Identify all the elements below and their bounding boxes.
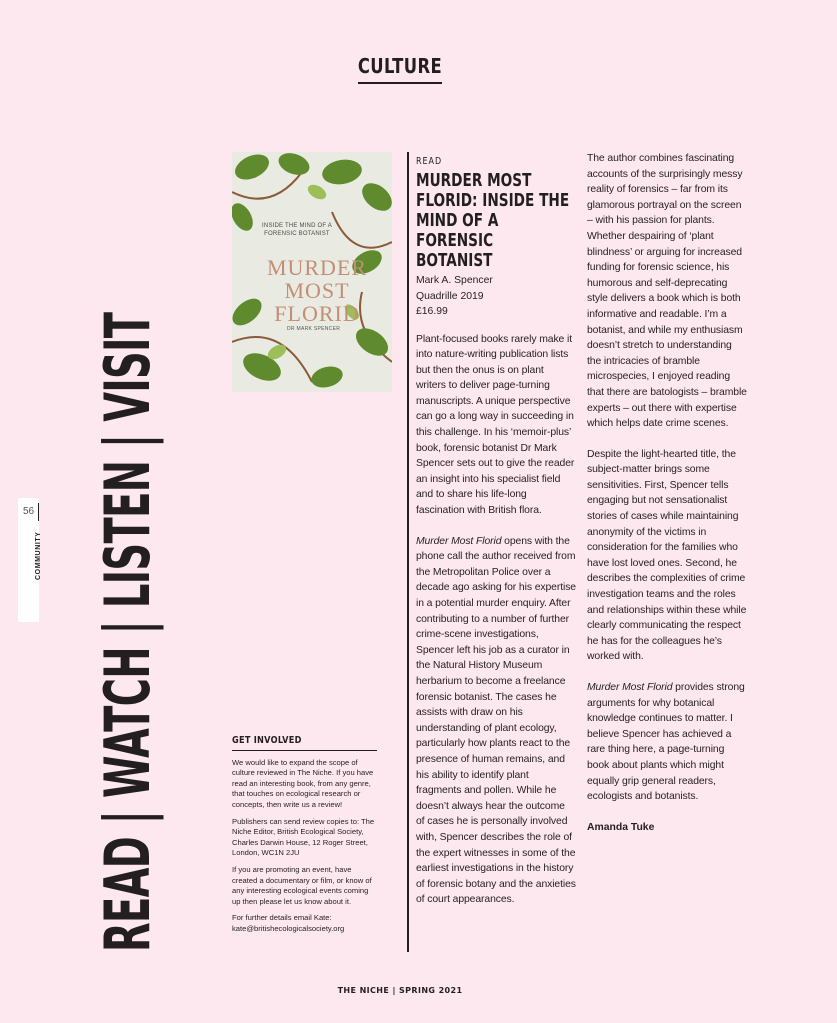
article-title: MURDER MOST FLORID: INSIDE THE MIND OF A FORENSIC BOTANIST xyxy=(416,171,570,271)
book-title-italic: Murder Most Florid xyxy=(587,682,673,693)
get-involved-box xyxy=(232,736,377,941)
article-paragraph: Despite the light-hearted title, the subject-matter brings some sensitivities. First, Spencer tells engaging but not sensationalist stories of cases while maintaining anonymity of the victims in consideration for the families who have lost loved ones. Second, he describes the complexities of crime investigation teams and the roles and relationships within these while clearly communicating the respect he has for the colleagues he’s worked with. xyxy=(587,448,747,663)
page-footer: THE NICHE | SPRING 2021 xyxy=(337,986,463,995)
cover-title-line: MURDER xyxy=(266,255,368,280)
book-price: £16.99 xyxy=(416,306,448,317)
article-paragraph: Plant-focused books rarely make it into nature-writing publication lists but then the onus is on plant writers to deliver page-turning manuscripts. A unique perspective can go a long way in succeeding in this challenge. In his ‘memoir-plus’ book, forensic botanist Dr Mark Spencer sets out to give the reader an insight into his specialist field and to share his life-long fascination with British flora. xyxy=(416,333,575,517)
article-paragraph xyxy=(416,534,576,908)
get-involved-paragraph: We would like to expand the scope of culture reviewed in The Niche. If you have read an interesting book, from any genre, that touches on ecological research or concepts, then write us a review! xyxy=(232,757,374,809)
cover-title-line: MOST xyxy=(284,278,350,303)
vertical-heading-text: READ | WATCH | LISTEN | VISIT xyxy=(91,312,164,952)
article-paragraph xyxy=(587,680,747,805)
book-details xyxy=(416,273,576,320)
contact-email-link[interactable]: kate@britishecologicalsociety.org xyxy=(232,923,345,933)
reviewer-byline: Amanda Tuke xyxy=(587,821,655,833)
get-involved-contact xyxy=(232,913,377,934)
column-divider xyxy=(407,152,409,952)
section-title: CULTURE xyxy=(357,54,443,78)
cover-title-line: FLORID xyxy=(274,301,360,326)
book-cover xyxy=(232,152,392,392)
book-title-italic: Murder Most Florid xyxy=(416,535,502,547)
page-number: 56 xyxy=(22,506,35,517)
article-column-2 xyxy=(587,151,747,835)
book-publisher: Quadrille 2019 xyxy=(416,290,484,302)
article-column-1 xyxy=(416,151,576,923)
book-author: Mark A. Spencer xyxy=(416,275,493,286)
paragraph-text: provides strong arguments for why botanical knowledge continues to matter. I believe Spencer has achieved a rare thing here, a page-turning book about plants which might equally grip general readers, ecologists and botanists. xyxy=(587,682,745,803)
article-paragraph: The author combines fascinating accounts of the surprisingly messy reality of forensics – far from its glamorous portrayal on the screen – with his passion for plants. Whether despairing of ‘plant blindness’ or arguing for increased funding for forensic science, his humorous and self-deprecating style delivers a book which is both informative and readable. I’m a botanist, and while my enthusiasm doesn’t stretch to understanding the intricacies of bramble microspecies, I enjoyed reading that there are batologists – bramble experts – out there with expertise which helps date crime scenes. xyxy=(587,153,747,430)
get-involved-title: GET INVOLVED xyxy=(232,735,302,746)
get-involved-rule xyxy=(232,750,377,751)
section-title-underline xyxy=(358,82,442,84)
cover-title xyxy=(252,256,382,325)
side-section-label: COMMUNITY xyxy=(35,531,42,580)
contact-text: For further details email Kate: xyxy=(232,913,332,923)
paragraph-text: opens with the phone call the author received from the Metropolitan Police over a decade ago asking for his expertise in a potential murder enquiry. After contributing to a number of further crime-scene investigations, Spencer left his job as a curator in the Natural History Museum herbarium to become a freelance forensic botanist. The cases he assists with draw on his understanding of plant ecology, particularly how plants react to the presence of human remains, and his ability to identify plant fragments and pollen. While he doesn’t always hear the outcome of cases he is personally involved with, Spencer describes the role of the expert witnesses in some of the earliest investigations in the history of forensic botany and the anxieties of court appearances. xyxy=(416,535,576,906)
vertical-section-heading xyxy=(91,152,164,952)
get-involved-paragraph: If you are promoting an event, have created a documentary or film, or know of any interesting ecological events coming up then please let us know about it. xyxy=(232,864,372,906)
page-number-rule xyxy=(38,503,39,521)
article-kicker: READ xyxy=(416,156,443,167)
get-involved-paragraph: Publishers can send review copies to: The Niche Editor, British Ecological Society, Charles Darwin House, 12 Roger Street, London, WC1N 2JU xyxy=(232,816,375,858)
cover-author: DR MARK SPENCER xyxy=(287,326,341,332)
cover-subtitle: INSIDE THE MIND OF A FORENSIC BOTANIST xyxy=(262,223,332,237)
